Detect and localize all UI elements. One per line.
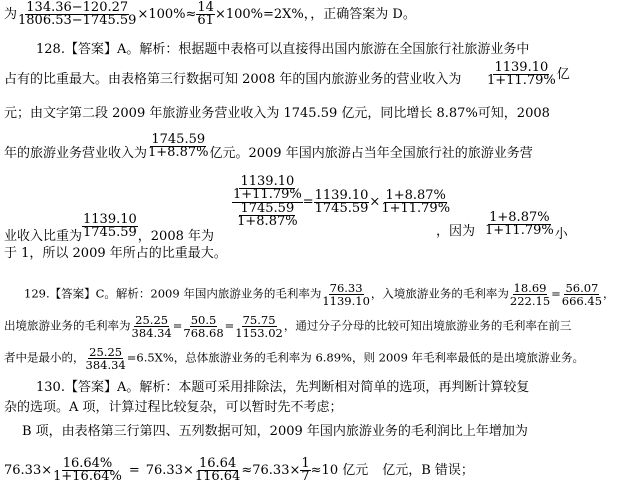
q128-line2 [4,72,461,88]
fraction: $\frac{1745.59}{1+8.87\%}$ [148,132,209,160]
fraction: $\frac{25.25}{384.34}$ [131,313,172,340]
text: 76.33× [145,463,194,478]
text: 年的旅游业务营业收入为 [4,146,148,161]
text: ，因为 [436,224,476,239]
q129-line2: 出境旅游业务的毛利率为 $\frac{25.25}{384.34}$ = $\frac{50.5}{768.68}$ = $\frac{75.75}{1153.02}$ ，通过分子分母的比较可知出境旅游业务的毛利率在前三 [4,313,572,340]
fraction: $\frac{75.75}{1153.02}$ [235,313,283,340]
fraction: $\frac{76.33}{1139.10}$ [322,281,370,308]
q129-line1: 129.【答案】C。解析：2009 年国内旅游业务的毛利率为 $\frac{76.33}{1139.10}$ ，入境旅游业务的毛利率为 $\frac{18.69}{222.15}$ = $\frac{56.07}{666.45}$ ， [24,281,615,308]
text: 129.【答案】C。解析：2009 年国内旅游业务的毛利率为 [24,286,322,301]
text: 者中是最小的， [4,350,85,365]
fraction: $\frac{1+8.87\%}{1+11.79\%}$ [381,187,451,216]
text: ×100%=2X%， [214,7,311,22]
text: 占有的比重最大。由表格第三行数据可知 2008 年的国内旅游业务的营业收入为 [4,72,462,87]
fraction: $\frac{56.07}{666.45}$ [561,281,603,308]
q130-equation: 76.33× $\frac{16.64\%}{1+16.64\%}$ = 76.33× $\frac{16.64}{116.64}$ ≈76.33× $\frac{1}{7}$ ≈10 亿元 亿元，B 错误； [4,456,474,484]
nested-fraction: $\frac{\frac{1139.10}{1+11.79\%}}{\frac{1745.59}{1+8.87\%}}$ [233,174,302,229]
q130-line1: 130.【答案】A。解析：本题可采用排除法，先判断相对简单的选项，再判断计算较复 [36,380,530,395]
fraction: $\frac{16.64}{116.64}$ [194,456,241,484]
text: ，入境旅游业务的毛利率为 [370,286,509,301]
line-q127-conclusion [4,2,416,27]
text: 亿元，B 错误； [382,463,474,478]
text: =6.5X%，总体旅游业务的毛利率为 6.89%，则 2009 年毛利率最低的是出境旅游业务。 [126,350,585,365]
text: 亿元。2009 年国内旅游占当年全国旅行社的旅游业务营 [209,146,533,161]
q128-line1: 128.【答案】A。解析：根据题中表格可以直接得出国内旅游在全国旅行社旅游业务中 [36,42,530,57]
text: ≈76.33× [241,463,301,478]
fraction: $\frac{14}{61}$ [197,0,214,28]
fraction: $\frac{16.64\%}{1+16.64\%}$ [53,456,122,484]
text: 业收入比重为 [4,229,83,244]
text: ，正确答案为 D。 [310,7,416,22]
fraction: $\frac{134.36-120.27}{1806.53-1745.59}$ [18,0,137,28]
text: ，2008 年为 [137,229,214,244]
fraction: $\frac{1139.10}{1745.59}$ [314,187,369,216]
q130-line3: B 项，由表格第三行第四、五列数据可知，2009 年国内旅游业务的毛利润比上年增加为 [22,424,528,439]
q128-line3: 元；由文字第二段 2009 年旅游业务营业收入为 1745.59 亿元，同比增长 8.87%可知，2008 [4,106,550,121]
fraction: $\frac{25.25}{384.34}$ [85,345,126,372]
q129-line3 [4,346,584,371]
fraction: $\frac{50.5}{768.68}$ [183,313,224,340]
nested-fraction-eq: $\frac{\frac{1139.10}{1+11.79\%}}{\frac{1745.59}{1+8.87\%}}$ = $\frac{1139.10}{1745.59}$ × $\frac{1+8.87\%}{1+11.79\%}$ [233,174,451,229]
q128-line6: 于 1，所以 2009 年所占的比重最大。 [4,246,227,261]
text: 76.33× [4,463,53,478]
text: ，通过分子分母的比较可知出境旅游业务的毛利率在前三 [283,318,572,333]
text: 出境旅游业务的毛利率为 [4,318,131,333]
fraction-compare: $\frac{1+8.87\%}{1+11.79\%}$ 小 [485,210,568,242]
q130-line2: 杂的选项。A 项，计算过程比较复杂，可以暂时先不考虑； [4,400,343,415]
fraction: $\frac{1139.10}{1745.59}$ [83,212,137,240]
fraction-1139-over-111: $\frac{1139.10}{1+11.79\%}$ 亿 [487,60,570,88]
text: 为 [4,7,18,22]
text: ≈10 亿元 [310,463,369,478]
text: ×100%≈ [137,7,197,22]
fraction: $\frac{18.69}{222.15}$ [509,281,551,308]
q128-line4 [4,132,533,162]
fraction: $\frac{1}{7}$ [301,456,310,484]
